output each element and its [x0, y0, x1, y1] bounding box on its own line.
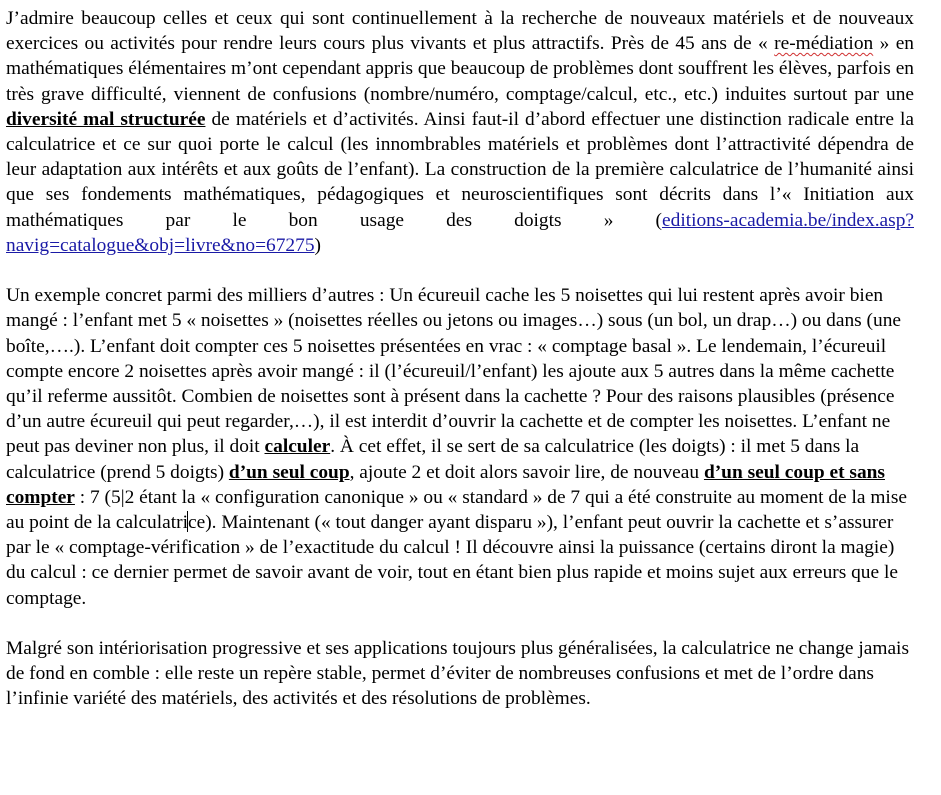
paragraph-spacer: [6, 258, 914, 283]
editions-academia-link[interactable]: editions-academia.be/index.asp?navig=catalogue&obj=livre&no=67275: [6, 209, 914, 256]
paragraph-intro: [6, 6, 914, 258]
paragraph-example: [6, 283, 914, 611]
intro-text-2: » en mathématiques élémentaires m’ont cependant appris que beaucoup de problèmes dont souffrent les élèves, parfois en très grave difficulté, viennent de confusions (nombre/numéro, comptage/calcul, etc., etc.) induites surtout par une: [6, 33, 914, 105]
spellcheck-word-remediation[interactable]: re-médiation: [774, 33, 874, 55]
example-text-4: : 7 (5|2 étant la « configuration canonique » ou « standard » de 7 qui a été construite au moment de la mise au point de la calculatri: [6, 486, 907, 534]
emphasis-un-seul-coup: d’un seul coup: [228, 461, 350, 483]
intro-text-3: de matériels et d’activités. Ainsi faut-il d’abord effectuer une distinction radicale entre la calculatrice et ce sur quoi porte le calcul (les innombrables matériels et problèmes dont l’attractivité dépendra de leur adaptation aux intérêts et aux goûts de l’enfant). La construction de la première calculatrice de l’humanité ainsi que ses fondements mathématiques, pédagogiques et neuroscientifiques sont décrits dans l’« Initiation aux mathématiques par le bon usage des doigts » (: [6, 108, 914, 231]
intro-text-4: ): [314, 234, 321, 256]
example-text-1: Un exemple concret parmi des milliers d’autres : Un écureuil cache les 5 noisettes qui lui restent après avoir bien mangé : l’enfant met 5 « noisettes » (noisettes réelles ou jetons ou images…) sous (un bol, un drap…) ou dans (une boîte,….). L’enfant doit compter ces 5 noisettes présentées en vrac : « comptage basal ». Le lendemain, l’écureuil compte encore 2 noisettes après avoir mangé : il (l’écureuil/l’enfant) les ajoute aux 5 autres dans la même cachette qu’il referme aussitôt. Combien de noisettes sont à présent dans la cachette ? Pour des raisons plausibles (présence d’un autre écureuil qui peut regarder,…), il est interdit d’ouvrir la cachette et de compter les noisettes. L’enfant ne peut pas deviner non plus, il doit: [6, 285, 902, 458]
intro-text-1: J’admire beaucoup celles et ceux qui sont continuellement à la recherche de nouveaux matériels et de nouveaux exercices ou activités pour rendre leurs cours plus vivants et plus attractifs. Près de 45 ans de «: [6, 8, 914, 55]
document-body[interactable]: [6, 6, 914, 712]
conclusion-text: Malgré son intériorisation progressive et ses applications toujours plus généralisées, la calculatrice ne change jamais de fond en comble : elle reste un repère stable, permet d’éviter de nombreuses confusions et met de l’ordre dans l’infinie variété des matériels, des activités et des résolutions de problèmes.: [6, 638, 909, 710]
paragraph-conclusion: [6, 636, 914, 712]
paragraph-spacer: [6, 611, 914, 636]
example-text-2: . À cet effet, il se sert de sa calculatrice (les doigts) : il met 5 dans la calculatrice (prend 5 doigts): [6, 436, 860, 483]
emphasis-diversite: diversité mal structurée: [6, 108, 206, 130]
example-text-3: , ajoute 2 et doit alors savoir lire, de nouveau: [349, 461, 704, 483]
emphasis-sans-compter: d’un seul coup et sans compter: [6, 461, 885, 508]
example-text-5: ce). Maintenant (« tout danger ayant disparu »), l’enfant peut ouvrir la cachette et s’assurer par le « comptage-vérification » de l’exactitude du calcul ! Il découvre ainsi la puissance (certains diront la magie) du calcul : ce dernier permet de savoir avant de voir, tout en étant bien plus rapide et moins sujet aux erreurs que le comptage.: [6, 512, 898, 609]
emphasis-calculer: calculer: [264, 436, 331, 458]
